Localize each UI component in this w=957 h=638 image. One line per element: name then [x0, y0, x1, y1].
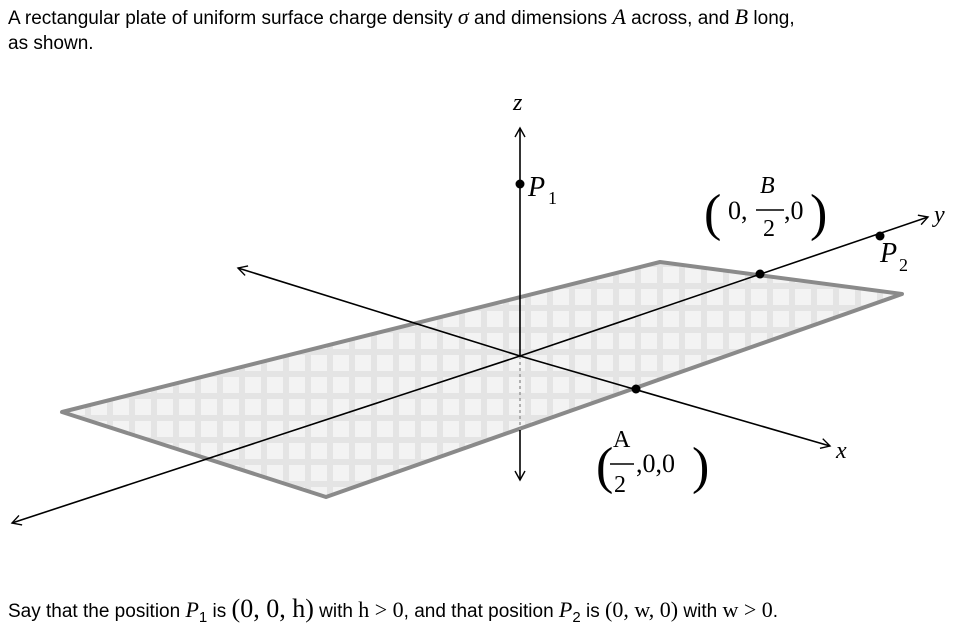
p2-label: P: [880, 238, 898, 269]
z-axis-label: z: [513, 90, 523, 116]
y-label-tail: ,0: [784, 196, 804, 225]
intro-text-1: A rectangular plate of uniform surface charge density: [8, 8, 458, 29]
footer-p2-position: (0, w, 0): [605, 597, 679, 622]
y-label-denominator: 2: [763, 216, 775, 242]
x-label-tail: ,0,0: [636, 449, 675, 478]
footer-p2-subscript: 2: [572, 609, 581, 626]
footer-text-4: , and that position: [403, 601, 559, 622]
point-p1: [516, 180, 525, 189]
footer-text-5: is: [580, 601, 605, 622]
sigma-symbol: σ: [457, 4, 469, 29]
x-label-open-paren: (: [596, 438, 614, 495]
footer-condition-w: w > 0: [722, 597, 773, 622]
footer-p1-position: (0, 0, h): [231, 594, 314, 623]
x-edge-coordinate-label: [596, 427, 709, 498]
intro-text-3: across, and: [625, 8, 735, 29]
y-label-zero: 0,: [728, 196, 748, 225]
y-edge-coordinate-label: [704, 173, 827, 242]
point-x-edge: [632, 385, 641, 394]
dimension-a: A: [612, 4, 626, 29]
footer-text-7: .: [772, 601, 779, 622]
footer-text-1: Say that the position: [8, 601, 186, 622]
point-y-edge: [756, 270, 765, 279]
footer-text-3: with: [313, 601, 359, 622]
x-label-denominator: 2: [614, 472, 626, 498]
dimension-b: B: [734, 4, 749, 29]
problem-statement: [8, 596, 948, 625]
footer-text-2: is: [207, 601, 232, 622]
p2-subscript: 2: [899, 255, 908, 275]
charged-plate: [62, 262, 902, 497]
footer-condition-h: h > 0: [358, 597, 404, 622]
footer-p1: P: [185, 597, 199, 622]
intro-text-2: and dimensions: [468, 8, 613, 29]
y-label-close-paren: ): [810, 185, 828, 242]
intro-text-line2: as shown.: [8, 33, 94, 54]
x-axis-label: x: [836, 438, 847, 464]
footer-text-6: with: [678, 601, 723, 622]
intro-text-4: long,: [748, 8, 795, 29]
y-label-open-paren: (: [704, 185, 722, 242]
y-label-numerator: B: [760, 173, 775, 199]
p1-label: P: [528, 172, 546, 203]
footer-p2: P: [558, 597, 573, 622]
footer-p1-subscript: 1: [198, 609, 208, 626]
x-label-numerator: A: [613, 427, 631, 453]
x-label-close-paren: ): [692, 438, 710, 495]
y-axis-label: y: [934, 202, 945, 228]
p1-subscript: 1: [548, 188, 557, 208]
